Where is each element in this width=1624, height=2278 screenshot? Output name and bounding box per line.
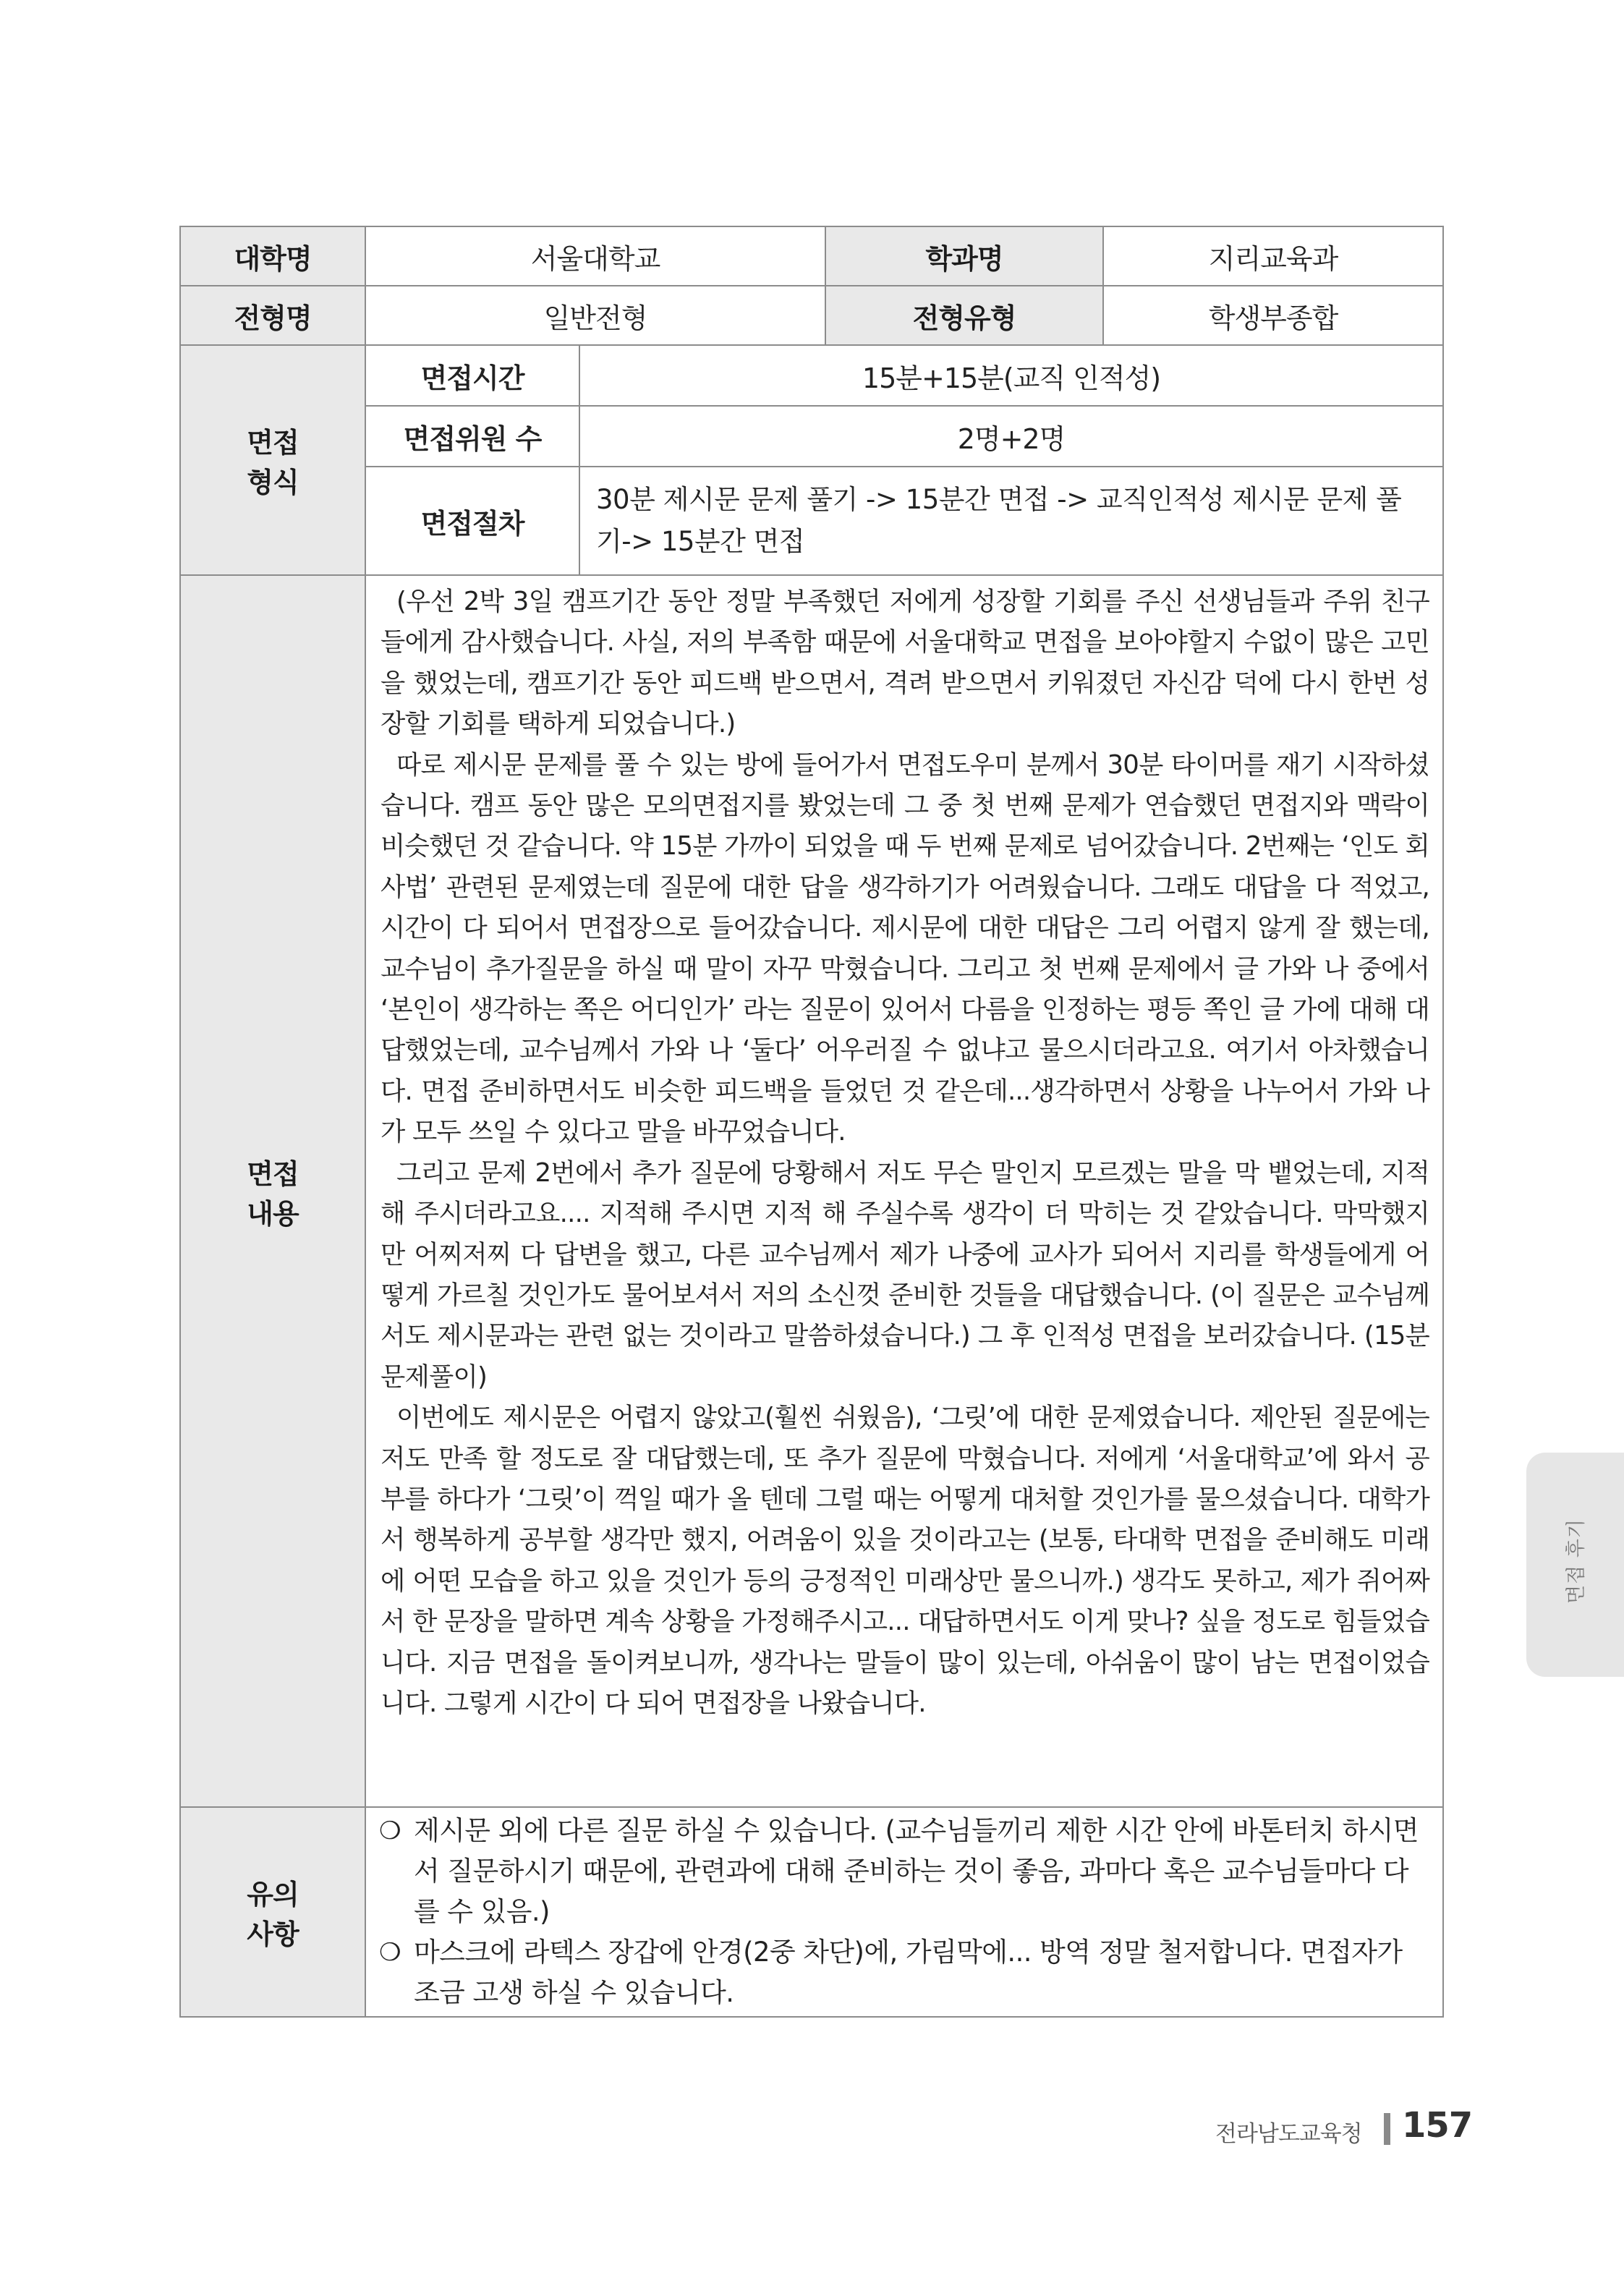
procedure-value: 30분 제시문 문제 풀기 -> 15분간 면접 -> 교직인적성 제시문 문제 풀기-> 15분간 면접 [579,467,1443,575]
format-label-line2: 형식 [247,467,299,498]
university-value: 서울대학교 [365,226,825,286]
note-item [379,1811,1429,1932]
content-paragraph: 그리고 문제 2번에서 추가 질문에 당황해서 저도 무슨 말인지 모르겠는 말을 막 뱉었는데, 지적해 주시더라고요.... 지적해 주시면 지적 해 주실수록 생각이 더 막히는 것 같았습니다. 막막했지만 어찌저찌 다 답변을 했고, 다른 교수님께서 제가 나중에 교사가 되어서 지리를 학생들에게 어떻게 가르칠 것인가도 물어보셔서 저의 소신껏 준비한 것들을 대답했습니다. (이 질문은 교수님께서도 제시문과는 관련 없는 것이라고 말씀하셨습니다.) 그 후 인적성 면접을 보러갔습니다. (15분 문제풀이) [381,1157,1430,1392]
section-side-tab [1526,1453,1624,1677]
note-item [379,1932,1429,2013]
time-value: 15분+15분(교직 인적성) [579,345,1443,406]
footer-organization: 전라남도교육청 [1215,2121,1362,2147]
admission-type-label: 전형유형 [825,286,1103,345]
admission-type-value: 학생부종합 [1103,286,1443,345]
note-text: 마스크에 라텍스 장갑에 안경(2중 차단)에, 가림막에... 방역 정말 철저합니다. 면접자가 조금 고생 하실 수 있습니다. [414,1937,1403,2008]
panel-value: 2명+2명 [579,406,1443,467]
side-tab-label: 면접 후기 [1565,1518,1588,1604]
notes-label-line2: 사항 [247,1918,299,1950]
time-label: 면접시간 [365,345,579,406]
format-label [180,345,365,575]
page-number: 157 [1402,2105,1473,2146]
notes-label [180,1807,365,2017]
admission-value: 일반전형 [365,286,825,345]
notes-label-line1: 유의 [247,1879,299,1911]
interview-form-table [179,226,1444,2018]
footer-divider [1384,2113,1390,2145]
panel-label: 면접위원 수 [365,406,579,467]
procedure-label: 면접절차 [365,467,579,575]
university-label: 대학명 [180,226,365,286]
admission-label: 전형명 [180,286,365,345]
page-footer [1215,2105,1476,2149]
department-label: 학과명 [825,226,1103,286]
format-label-line1: 면접 [247,427,299,459]
content-paragraph: 따로 제시문 문제를 풀 수 있는 방에 들어가서 면접도우미 분께서 30분 타이머를 재기 시작하셨습니다. 캠프 동안 많은 모의면접지를 봤었는데 그 중 첫 번째 문제가 연습했던 면접지와 맥락이 비슷했던 것 같습니다. 약 15분 가까이 되었을 때 두 번째 문제로 넘어갔습니다. 2번째는 ‘인도 회사법’ 관련된 문제였는데 질문에 대한 답을 생각하기가 어려웠습니다. 그래도 대답을 다 적었고, 시간이 다 되어서 면접장으로 들어갔습니다. 제시문에 대한 대답은 그리 어렵지 않게 잘 했는데, 교수님이 추가질문을 하실 때 말이 자꾸 막혔습니다. 그리고 첫 번째 문제에서 글 가와 나 중에서 ‘본인이 생각하는 쪽은 어디인가’ 라는 질문이 있어서 다름을 인정하는 평등 쪽인 글 가에 대해 대답했었는데, 교수님께서 가와 나 ‘둘다’ 어우러질 수 없냐고 물으시더라고요. 여기서 아차했습니다. 면접 준비하면서도 비슷한 피드백을 들었던 것 같은데...생각하면서 상황을 나누어서 가와 나가 모두 쓰일 수 있다고 말을 바꾸었습니다. [381,749,1430,1147]
interview-content [365,575,1443,1807]
content-paragraph: 이번에도 제시문은 어렵지 않았고(훨씬 쉬웠음), ‘그릿’에 대한 문제였습니다. 제안된 질문에는 저도 만족 할 정도로 잘 대답했는데, 또 추가 질문에 막혔습니다. 저에게 ‘서울대학교’에 와서 공부를 하다가 ‘그릿’이 꺽일 때가 올 텐데 그럴 때는 어떻게 대처할 것인가를 물으셨습니다. 대학가서 행복하게 공부할 생각만 했지, 어려움이 있을 것이라고는 (보통, 타대학 면접을 준비해도 미래에 어떤 모습을 하고 있을 것인가 등의 긍정적인 미래상만 물으니까.) 생각도 못하고, 제가 쥐어짜서 한 문장을 말하면 계속 상황을 가정해주시고... 대답하면서도 이게 맞나? 싶을 정도로 힘들었습니다. 지금 면접을 돌이켜보니까, 생각나는 말들이 많이 있는데, 아쉬움이 많이 남는 면접이었습니다. 그렇게 시간이 다 되어 면접장을 나왔습니다. [381,1403,1430,1718]
content-label-line1: 면접 [247,1157,299,1190]
notes-content [365,1807,1443,2017]
department-value: 지리교육과 [1103,226,1443,286]
circle-bullet-icon: ❍ [379,1938,401,1967]
note-text: 제시문 외에 다른 질문 하실 수 있습니다. (교수님들끼리 제한 시간 안에 바톤터치 하시면서 질문하시기 때문에, 관련과에 대해 준비하는 것이 좋음, 과마다 혹은 교수님들마다 다를 수 있음.) [414,1815,1419,1927]
content-paragraph: (우선 2박 3일 캠프기간 동안 정말 부족했던 저에게 성장할 기회를 주신 선생님들과 주위 친구들에게 감사했습니다. 사실, 저의 부족함 때문에 서울대학교 면접을 보아야할지 수없이 많은 고민을 했었는데, 캠프기간 동안 피드백 받으면서, 격려 받으면서 키워졌던 자신감 덕에 다시 한번 성장할 기회를 택하게 되었습니다.) [381,587,1430,739]
content-label [180,575,365,1807]
content-label-line2: 내용 [247,1197,299,1230]
circle-bullet-icon: ❍ [379,1816,401,1845]
